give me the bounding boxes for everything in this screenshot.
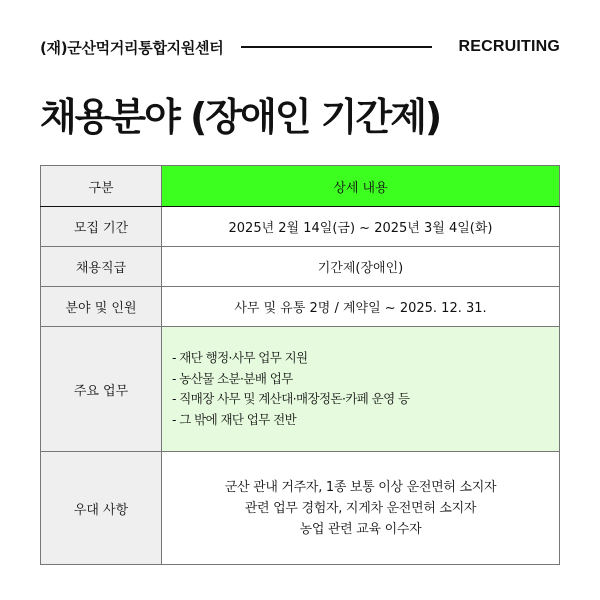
pref-list — [162, 452, 560, 565]
table-row — [41, 287, 560, 327]
col-header-category: 구분 — [41, 166, 162, 207]
table-row — [41, 207, 560, 247]
field-label: 분야 및 인원 — [41, 287, 162, 327]
table-row — [41, 452, 560, 565]
field-value: 사무 및 유통 2명 / 계약일 ~ 2025. 12. 31. — [162, 287, 560, 327]
org-name: (재)군산먹거리통합지원센터 — [40, 38, 224, 57]
header-divider — [241, 46, 432, 48]
page-title: 채용분야 (장애인 기간제) — [40, 95, 441, 139]
duty-item: - 직매장 사무 및 계산대·매장정돈·카페 운영 등 — [172, 391, 410, 406]
recruitment-table — [40, 165, 560, 565]
table-row — [41, 247, 560, 287]
header — [40, 36, 560, 58]
duty-item: - 재단 행정·사무 업무 지원 — [172, 350, 308, 365]
position-label: 채용직급 — [41, 247, 162, 287]
table-header-row — [41, 166, 560, 207]
recruiting-tag: RECRUITING — [458, 38, 560, 55]
pref-item: 관련 업무 경험자, 지게차 운전면허 소지자 — [244, 500, 477, 516]
pref-item: 군산 관내 거주자, 1종 보통 이상 운전면허 소지자 — [224, 479, 497, 495]
duty-item: - 농산물 소분·분배 업무 — [172, 370, 293, 386]
duty-item: - 그 밖에 재단 업무 전반 — [172, 411, 297, 427]
duties-list — [162, 327, 560, 452]
period-value: 2025년 2월 14일(금) ~ 2025년 3월 4일(화) — [162, 207, 560, 247]
table-row — [41, 327, 560, 452]
duties-label: 주요 업무 — [41, 327, 162, 452]
pref-label: 우대 사항 — [41, 452, 162, 565]
period-label: 모집 기간 — [41, 207, 162, 247]
position-value: 기간제(장애인) — [162, 247, 560, 287]
pref-item: 농업 관련 교육 이수자 — [299, 521, 422, 537]
col-header-detail: 상세 내용 — [162, 166, 560, 207]
